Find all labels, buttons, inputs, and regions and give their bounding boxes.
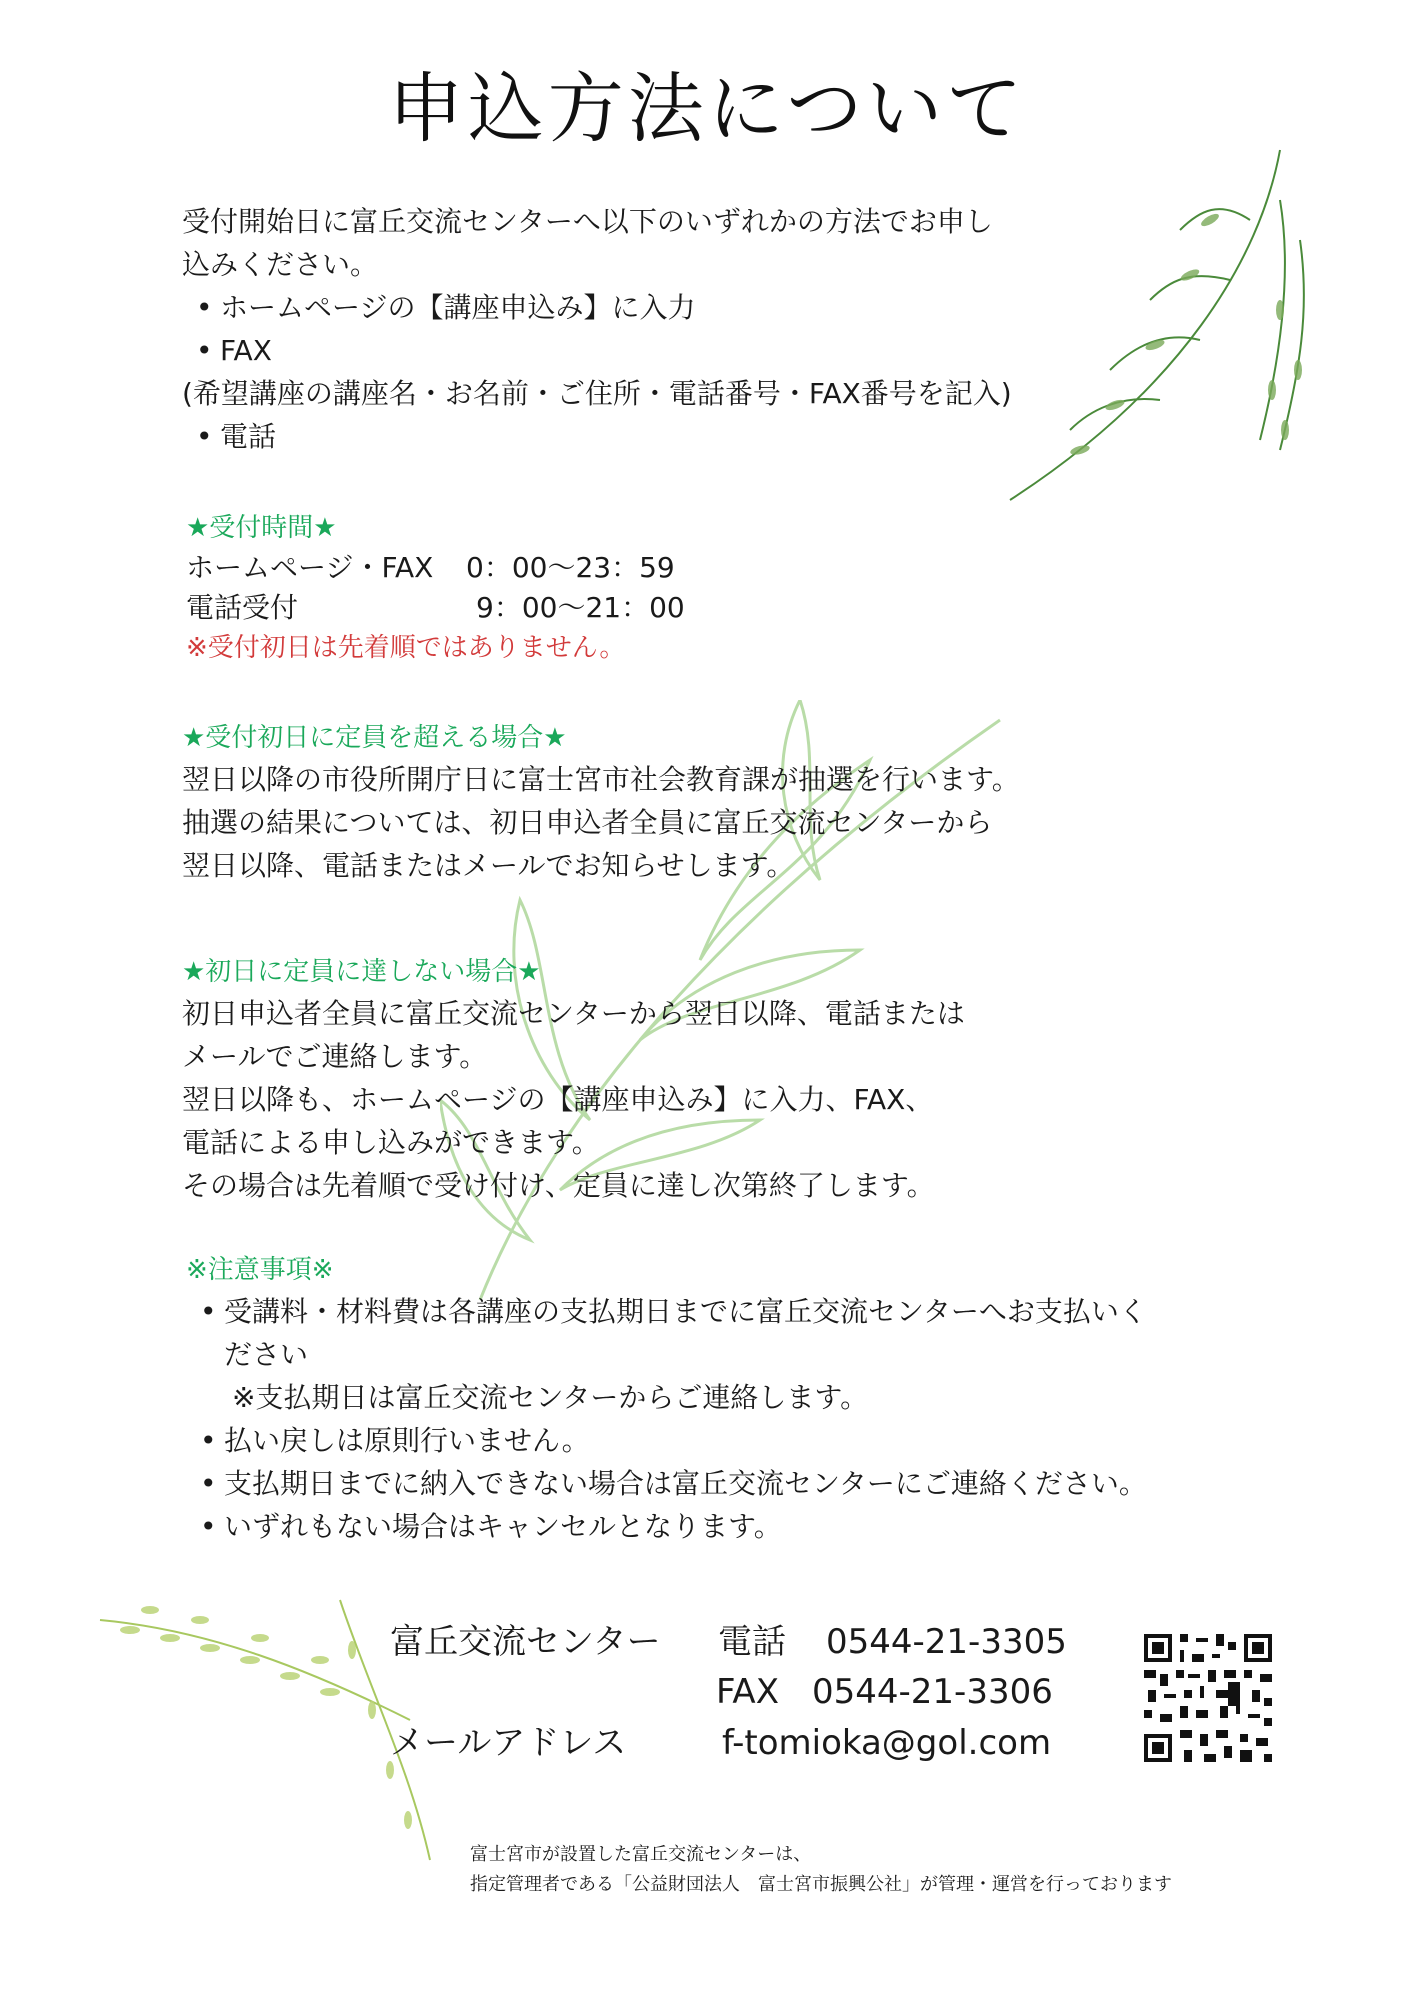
list-item: • ホームページの【講座申込み】に入力 xyxy=(182,286,1012,329)
intro-section xyxy=(182,200,1012,458)
hours-time: 0：00～23：59 xyxy=(466,551,675,584)
notes-list xyxy=(186,1290,1147,1548)
footer-line: 富士宮市が設置した富丘交流センターは、 xyxy=(470,1844,812,1865)
method-list-phone xyxy=(182,415,1012,458)
note-subline: ※支払期日は富丘交流センターからご連絡します。 xyxy=(232,1381,869,1414)
contact-fax: 0544-21-3306 xyxy=(812,1672,1053,1712)
list-item: • FAX xyxy=(182,329,1012,372)
contact-fax-label: FAX xyxy=(716,1672,779,1712)
hours-label: ホームページ・FAX xyxy=(186,551,434,584)
reception-heading: ★受付時間★ xyxy=(186,513,337,543)
footer-note xyxy=(470,1840,1172,1900)
under-capacity-line: 翌日以降も、ホームページの【講座申込み】に入力、FAX、 xyxy=(182,1083,934,1116)
contact-mail-label: メールアドレス xyxy=(390,1723,627,1763)
fax-note: (希望講座の講座名・お名前・ご住所・電話番号・FAX番号を記入) xyxy=(182,377,1012,410)
note-line: ださい xyxy=(224,1338,309,1371)
under-capacity-line: メールでご連絡します。 xyxy=(182,1040,488,1073)
under-capacity-line: その場合は先着順で受け付け、定員に達し次第終了します。 xyxy=(182,1169,935,1202)
contact-phone-label: 電話 xyxy=(718,1622,786,1662)
over-capacity-line: 翌日以降、電話またはメールでお知らせします。 xyxy=(182,849,795,882)
contact-mail[interactable]: f-tomioka@gol.com xyxy=(722,1723,1052,1763)
under-capacity-heading: ★初日に定員に達しない場合★ xyxy=(182,957,541,987)
footer-line: 指定管理者である「公益財団法人 富士宮市振興公社」が管理・運営を行っております xyxy=(470,1874,1172,1895)
reception-note: ※受付初日は先着順ではありません。 xyxy=(186,633,626,663)
over-capacity-section xyxy=(182,718,1020,887)
page-title: 申込方法について xyxy=(387,64,1027,153)
under-capacity-section xyxy=(182,952,965,1207)
intro-line-1: 受付開始日に富丘交流センターへ以下のいずれかの方法でお申し xyxy=(182,205,993,238)
notes-heading: ※注意事項※ xyxy=(186,1255,334,1285)
contact-phone[interactable]: 0544-21-3305 xyxy=(826,1622,1067,1662)
over-capacity-line: 抽選の結果については、初日申込者全員に富丘交流センターから xyxy=(182,806,993,839)
under-capacity-line: 電話による申し込みができます。 xyxy=(182,1126,600,1159)
under-capacity-line: 初日申込者全員に富丘交流センターから翌日以降、電話または xyxy=(182,997,965,1030)
list-item: • いずれもない場合はキャンセルとなります。 xyxy=(186,1505,1147,1548)
list-item: • 払い戻しは原則行いません。 xyxy=(186,1419,1147,1462)
method-list xyxy=(182,286,1012,372)
note-line: • 受講料・材料費は各講座の支払期日までに富丘交流センターへお支払いく xyxy=(224,1295,1147,1328)
qr-code-icon[interactable] xyxy=(1140,1630,1276,1766)
hours-time: 9：00～21：00 xyxy=(476,591,685,624)
notes-section xyxy=(186,1250,1147,1548)
reception-section xyxy=(186,508,685,668)
hours-row xyxy=(186,588,685,628)
intro-line-2: 込みください。 xyxy=(182,248,379,281)
over-capacity-line: 翌日以降の市役所開庁日に富士宮市社会教育課が抽選を行います。 xyxy=(182,763,1020,796)
hours-label: 電話受付 xyxy=(186,591,299,624)
list-item: • 電話 xyxy=(182,415,1012,458)
over-capacity-heading: ★受付初日に定員を超える場合★ xyxy=(182,723,567,753)
hours-row xyxy=(186,548,685,588)
leaf-branch-top-right xyxy=(980,140,1320,520)
contact-center-name: 富丘交流センター xyxy=(390,1622,661,1662)
list-item xyxy=(186,1290,1147,1419)
list-item: • 支払期日までに納入できない場合は富丘交流センターにご連絡ください。 xyxy=(186,1462,1147,1505)
